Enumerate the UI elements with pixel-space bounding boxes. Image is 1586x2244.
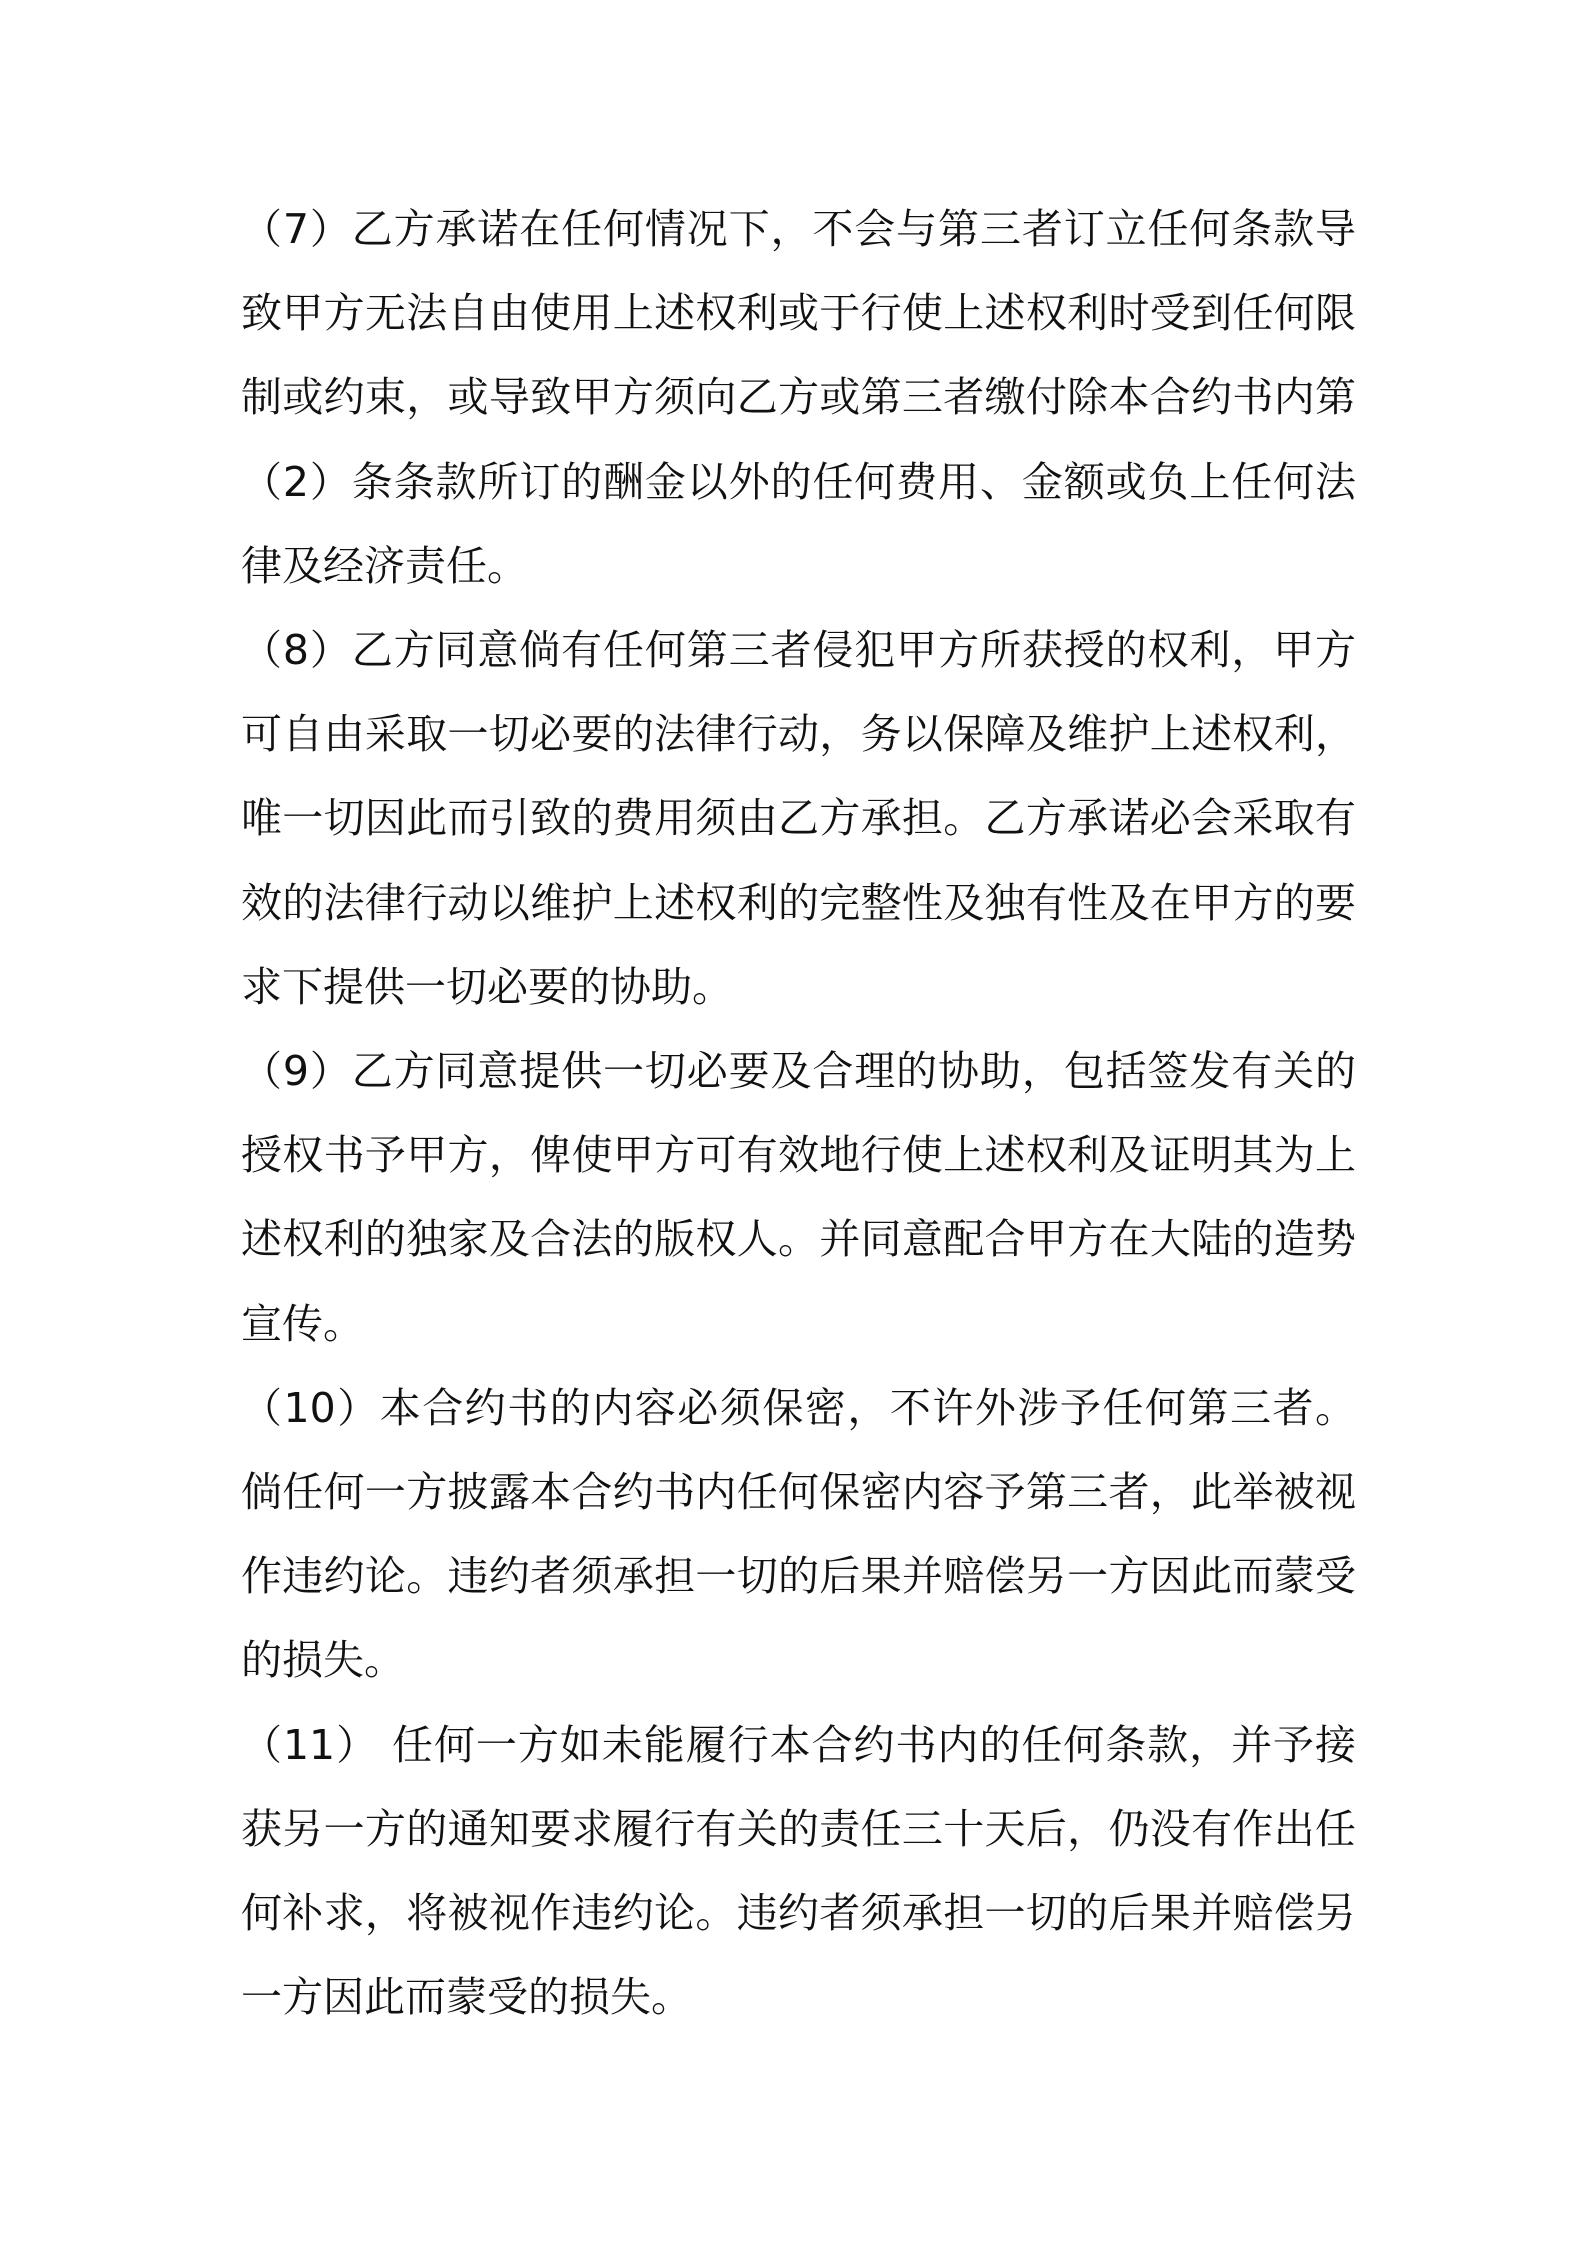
contract-clauses [241,187,1356,2039]
clause-9-paragraph: （9）乙方同意提供一切必要及合理的协助，包括签发有关的授权书予甲方，俾使甲方可有效地行使上述权利及证明其为上述权利的独家及合法的版权人。并同意配合甲方在大陆的造势宣传。 [241,1047,1356,1348]
clause-10-paragraph: （10）本合约书的内容必须保密，不许外涉予任何第三者。倘任何一方披露本合约书内任何保密内容予第三者，此举被视作违约论。违约者须承担一切的后果并赔偿另一方因此而蒙受的损失。 [241,1383,1356,1685]
clause-11-paragraph: （11） 任何一方如未能履行本合约书内的任何条款，并予接获另一方的通知要求履行有关的责任三十天后，仍没有作出任何补求，将被视作违约论。违约者须承担一切的后果并赔偿另一方因此而蒙受的损失。 [241,1720,1356,2022]
clause-8-paragraph: （8）乙方同意倘有任何第三者侵犯甲方所获授的权利，甲方可自由采取一切必要的法律行动，务以保障及维护上述权利，唯一切因此而引致的费用须由乙方承担。乙方承诺必会采取有效的法律行动以维护上述权利的完整性及独有性及在甲方的要求下提供一切必要的协助。 [241,626,1356,1011]
clause-7-paragraph: （7）乙方承诺在任何情况下，不会与第三者订立任何条款导致甲方无法自由使用上述权利或于行使上述权利时受到任何限制或约束，或导致甲方须向乙方或第三者缴付除本合约书内第（2）条条款所订的酬金以外的任何费用、金额或负上任何法律及经济责任。 [241,205,1356,590]
